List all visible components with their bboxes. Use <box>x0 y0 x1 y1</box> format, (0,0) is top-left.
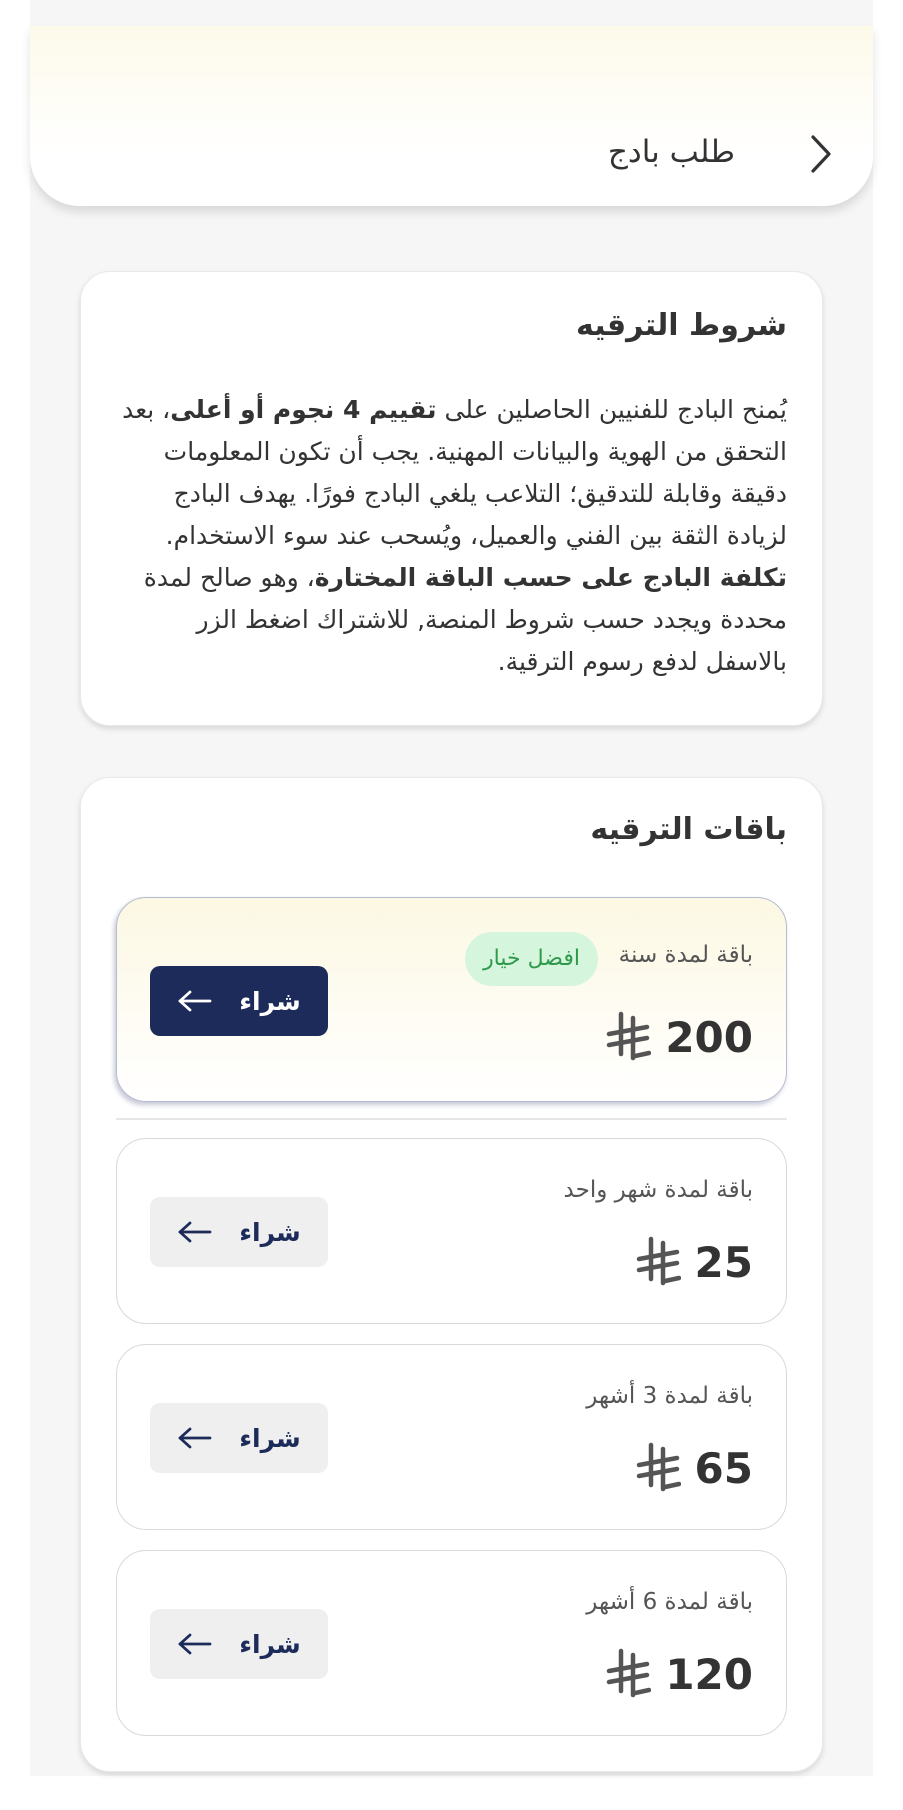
package-price <box>605 1647 753 1701</box>
best-choice-badge: افضل خيار <box>465 932 598 986</box>
terms-cost-note: تكلفة البادج على حسب الباقة المختارة <box>314 563 787 592</box>
terms-text-part: يُمنح البادج للفنيين الحاصلين على <box>436 395 787 424</box>
package-card-1-month <box>116 1138 787 1324</box>
buy-label: شراء <box>239 1423 301 1453</box>
buy-button-yearly[interactable] <box>150 966 328 1036</box>
terms-text-part: ، وهو صالح لمدة محددة ويجدد حسب شروط المنصة, للاشتراك اضغط الزر بالاسفل لدفع رسوم الترقية. <box>143 563 787 676</box>
buy-label: شراء <box>239 1217 301 1247</box>
app-screen <box>30 0 873 1776</box>
buy-label: شراء <box>239 1629 301 1659</box>
package-card-6-months <box>116 1550 787 1736</box>
package-name: باقة لمدة سنة <box>618 942 753 968</box>
packages-card <box>80 777 823 1772</box>
terms-text <box>117 389 787 683</box>
price-value: 200 <box>665 1012 753 1062</box>
buy-button-6-months[interactable] <box>150 1609 328 1679</box>
arrow-left-icon <box>177 1426 213 1450</box>
riyal-icon <box>605 1010 651 1064</box>
package-card-yearly <box>116 897 787 1102</box>
divider <box>116 1118 787 1120</box>
package-price <box>635 1441 753 1495</box>
terms-title: شروط الترقيه <box>576 308 787 343</box>
arrow-left-icon <box>177 989 213 1013</box>
back-button[interactable] <box>797 130 845 178</box>
buy-button-3-months[interactable] <box>150 1403 328 1473</box>
price-value: 120 <box>665 1649 753 1699</box>
package-price <box>635 1235 753 1289</box>
package-name: باقة لمدة 3 أشهر <box>586 1383 753 1409</box>
riyal-icon <box>605 1647 651 1701</box>
arrow-left-icon <box>177 1220 213 1244</box>
riyal-icon <box>635 1441 681 1495</box>
chevron-right-icon <box>810 134 832 174</box>
package-name: باقة لمدة 6 أشهر <box>586 1589 753 1615</box>
package-name: باقة لمدة شهر واحد <box>563 1177 753 1203</box>
page-header <box>30 26 873 206</box>
package-card-3-months <box>116 1344 787 1530</box>
price-value: 65 <box>694 1443 753 1493</box>
buy-button-1-month[interactable] <box>150 1197 328 1267</box>
buy-label: شراء <box>239 986 301 1016</box>
package-price <box>605 1010 753 1064</box>
terms-card <box>80 271 823 726</box>
riyal-icon <box>635 1235 681 1289</box>
arrow-left-icon <box>177 1632 213 1656</box>
page-title: طلب بادج <box>607 134 735 170</box>
packages-title: باقات الترقيه <box>590 812 787 847</box>
price-value: 25 <box>694 1237 753 1287</box>
terms-text-part: ، بعد التحقق من الهوية والبيانات المهنية. يجب أن تكون المعلومات دقيقة وقابلة للتدقيق؛ التلاعب يلغي البادج فورًا. يهدف البادج لزيادة الثقة بين الفني والعميل، ويُسحب عند سوء الاستخدام. <box>122 395 787 550</box>
terms-rating-requirement: تقييم 4 نجوم أو أعلى <box>170 395 437 424</box>
